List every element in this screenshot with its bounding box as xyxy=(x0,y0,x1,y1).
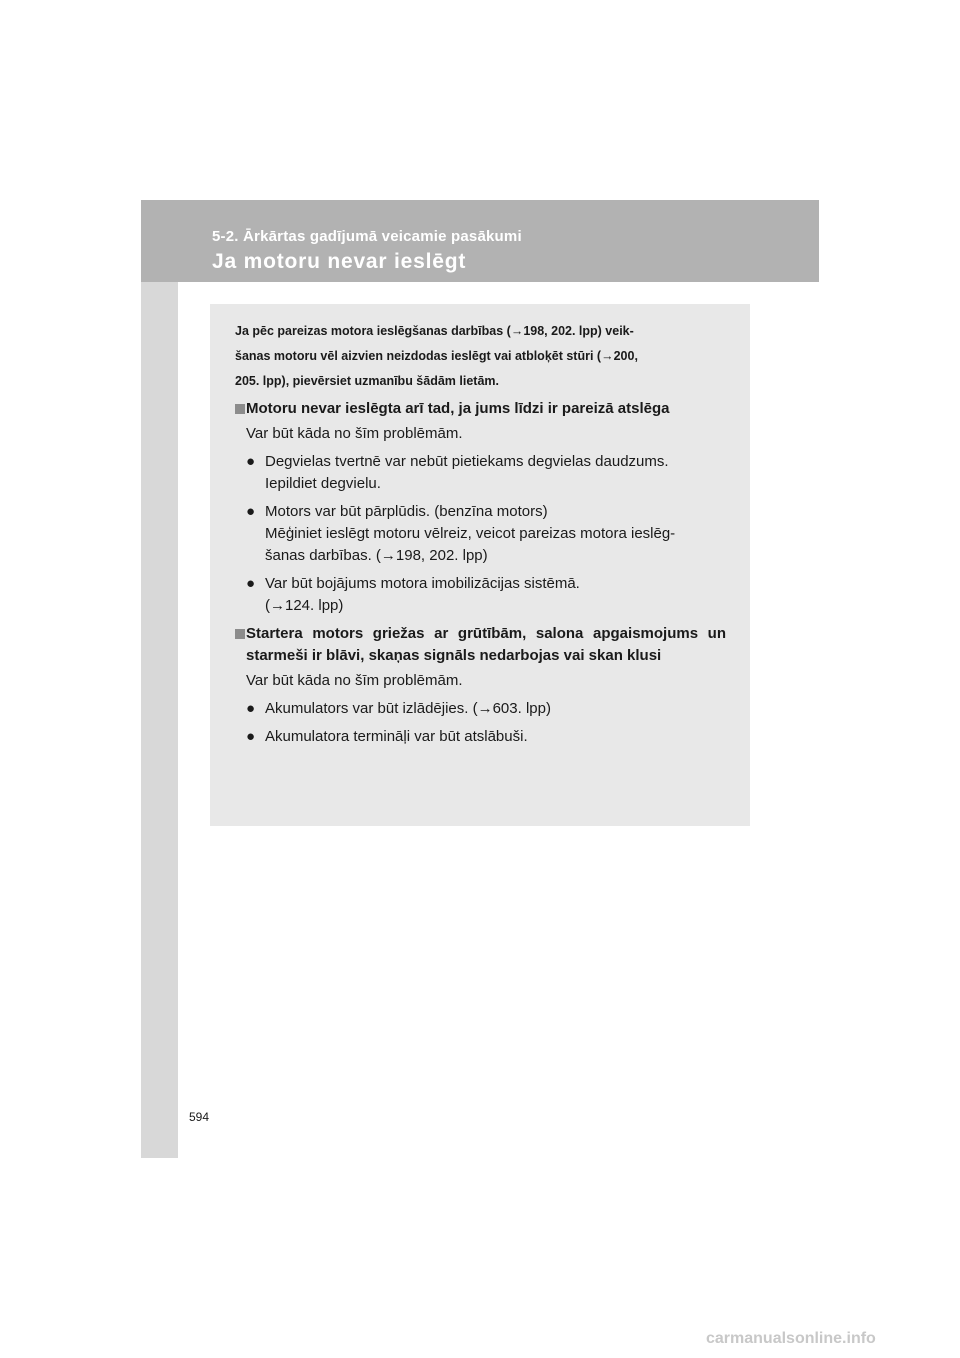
watermark: carmanualsonline.info xyxy=(706,1330,876,1347)
bullet-icon: ● xyxy=(246,728,256,745)
square-icon xyxy=(235,629,245,639)
section-heading-text: Startera motors griežas ar grūtībām, salona apgaismojums un starmeši ir blāvi, skaņas signāls nedarbojas vai skan klusi xyxy=(246,625,726,664)
intro-line: šanas motoru vēl aizvien neizdodas ieslēgt vai atbloķēt stūri (→200, xyxy=(235,349,638,363)
list-item-line: Motors var būt pārplūdis. (benzīna motors) xyxy=(265,503,548,520)
square-icon xyxy=(235,404,245,414)
list-item xyxy=(235,501,726,567)
list-item-line: Degvielas tvertnē var nebūt pietiekams degvielas daudzums. xyxy=(265,453,669,470)
list-item xyxy=(235,451,726,495)
list-item-line: Akumulatora termināļi var būt atslābuši. xyxy=(265,728,528,745)
list-item xyxy=(235,698,726,720)
section-lead: Var būt kāda no šīm problēmām. xyxy=(246,672,463,689)
page-number: 594 xyxy=(189,1110,210,1124)
section-heading-key-present xyxy=(235,398,726,420)
bullet-icon: ● xyxy=(246,503,256,520)
list-item xyxy=(235,726,726,748)
list-item-line: (→124. lpp) xyxy=(265,597,344,614)
bullet-icon: ● xyxy=(246,700,256,717)
section-lead: Var būt kāda no šīm problēmām. xyxy=(246,425,463,442)
list-item-line: Var būt bojājums motora imobilizācijas sistēmā. xyxy=(265,575,580,592)
page-title: Ja motoru nevar ieslēgt xyxy=(212,250,467,273)
section-heading-battery xyxy=(235,623,726,667)
intro-line: Ja pēc pareizas motora ieslēgšanas darbības (→198, 202. lpp) veik- xyxy=(235,324,634,338)
bullet-icon: ● xyxy=(246,453,256,470)
list-item-line: Akumulators var būt izlādējies. (→603. lpp) xyxy=(265,700,551,717)
list-item xyxy=(235,573,726,617)
list-item-line: šanas darbības. (→198, 202. lpp) xyxy=(265,547,488,564)
list-item-line: Mēģiniet ieslēgt motoru vēlreiz, veicot pareizas motora ieslēg- xyxy=(265,525,676,542)
list-item-line: Iepildiet degvielu. xyxy=(265,475,381,492)
bullet-icon: ● xyxy=(246,575,256,592)
section-heading-text: Motoru nevar ieslēgta arī tad, ja jums līdzi ir pareizā atslēga xyxy=(246,400,670,417)
intro-paragraph xyxy=(235,319,726,394)
intro-line: 205. lpp), pievērsiet uzmanību šādām lietām. xyxy=(235,374,499,388)
section-label: 5-2. Ārkārtas gadījumā veicamie pasākumi xyxy=(212,228,522,245)
content-box xyxy=(210,304,750,826)
